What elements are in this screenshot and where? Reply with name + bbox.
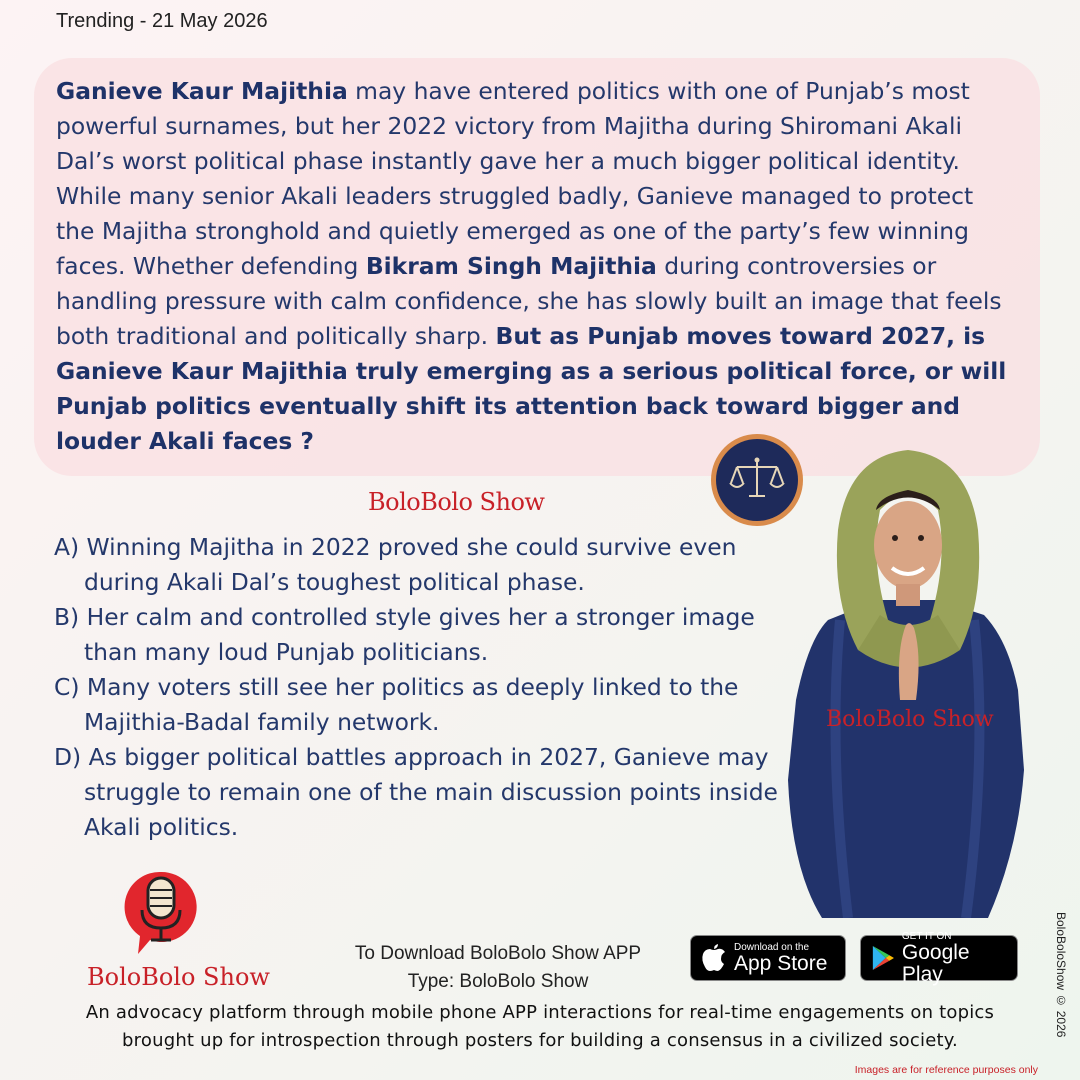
watermark-brand: BoloBolo Show: [826, 707, 994, 732]
article-name-highlight-2: Bikram Singh Majithia: [365, 252, 657, 280]
app-store-button[interactable]: [690, 935, 846, 981]
footer-mission: [30, 999, 1050, 1055]
brand-logo-text: BoloBolo Show: [368, 488, 545, 516]
download-instructions: [320, 940, 676, 996]
app-store-label: App Store: [734, 951, 828, 975]
brand-logo-bottom: BoloBolo Show: [87, 963, 270, 991]
article-question: But as Punjab moves toward 2027, is Ganieve Kaur Majithia truly emerging as a serious political force, or will Punjab politics eventually shift its attention back toward bigger and louder Akali faces ?: [56, 322, 1007, 455]
scales-of-justice-icon: [727, 455, 787, 505]
google-play-icon: [871, 944, 895, 972]
article-body-1: may have entered politics with one of Punjab’s most powerful surnames, but her 2022 victory from Majitha during Shiromani Akali Dal’s worst political phase instantly gave her a much bigger political identity. While many senior Akali leaders struggled badly, Ganieve managed to protect the Majitha stronghold and quietly emerged as one of the party’s few winning faces. Whether defending: [56, 77, 974, 280]
option-b[interactable]: B) Her calm and controlled style gives her a stronger image than many loud Punjab politicians.: [54, 603, 755, 666]
poll-options: [54, 530, 794, 845]
download-line-1: To Download BoloBolo Show APP: [354, 943, 642, 964]
option-a[interactable]: A) Winning Majitha in 2022 proved she could survive even during Akali Dal’s toughest political phase.: [54, 533, 737, 596]
article-name-highlight: Ganieve Kaur Majithia: [56, 77, 348, 105]
copyright-text: BoloBoloShow © 2026: [1054, 912, 1068, 1038]
apple-icon: [701, 943, 727, 973]
trending-date: Trending - 21 May 2026: [56, 10, 268, 32]
option-d[interactable]: D) As bigger political battles approach in 2027, Ganieve may struggle to remain one of the main discussion points inside Akali politics.: [54, 743, 778, 841]
politician-portrait: [788, 450, 1028, 918]
app-store-small-label: Download on the: [734, 941, 810, 953]
article-body-2: during controversies or handling pressure with calm confidence, she has slowly built an image that feels both traditional and politically sharp.: [56, 252, 1002, 350]
google-play-button[interactable]: [860, 930, 1018, 986]
article-text: [56, 74, 1016, 459]
footer-line-1: An advocacy platform through mobile phone APP interactions for real-time engagements on topics: [85, 1002, 995, 1023]
microphone-icon: [120, 866, 202, 958]
google-play-label: Google Play: [901, 940, 970, 986]
footer-line-2: brought up for introspection through posters for building a consensus in a civilized society.: [122, 1030, 958, 1051]
google-play-small-label: GET IT ON: [901, 930, 952, 942]
option-c[interactable]: C) Many voters still see her politics as deeply linked to the Majithia-Badal family network.: [54, 673, 739, 736]
disclaimer-text: Images are for reference purposes only: [854, 1064, 1038, 1076]
article-card: [34, 58, 1040, 476]
download-line-2: Type: BoloBolo Show: [407, 971, 589, 992]
